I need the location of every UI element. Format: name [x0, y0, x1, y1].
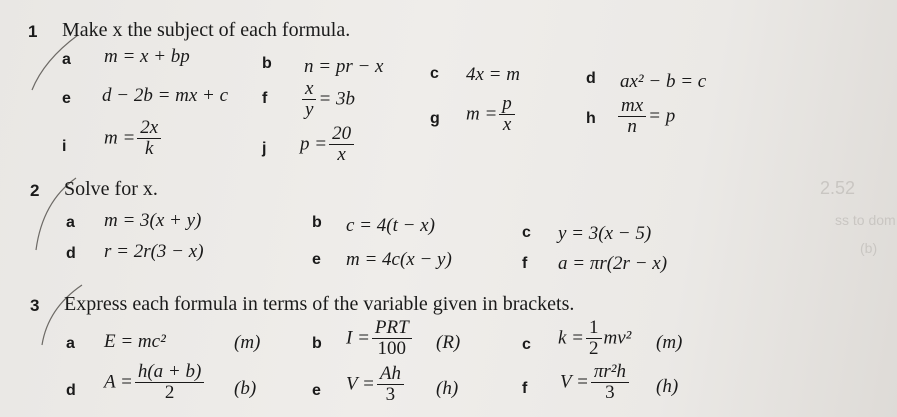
item-label: f — [522, 380, 528, 397]
fraction: $\frac{\text{πr²h}}{3}$ — [591, 362, 629, 404]
target-variable: (h) — [436, 378, 459, 399]
bleed-through-text: ss to dom — [835, 212, 896, 228]
question-heading: Express each formula in terms of the variable given in brackets. — [64, 293, 575, 315]
equation: n = pr − x — [304, 56, 384, 77]
equation: V = $\frac{Ah}{3}$ — [346, 364, 406, 406]
equation: m = $\frac{p}{x}$ — [466, 94, 517, 136]
equation: $\frac{x}{y}$ = 3b — [300, 79, 355, 121]
item-label: e — [312, 251, 321, 268]
equation: m = x + bp — [104, 46, 190, 67]
equation: A = $\frac{h(a + b)}{2}$ — [104, 362, 206, 404]
item-label: g — [430, 110, 440, 127]
fraction: $\frac{mx}{n}$ — [618, 96, 646, 138]
equation: I = $\frac{\text{PRT}}{100}$ — [346, 318, 414, 360]
item-label: f — [262, 90, 268, 107]
item-label: a — [66, 214, 75, 231]
equation: ax² − b = c — [620, 71, 707, 92]
equation: p = $\frac{20}{x}$ — [300, 124, 356, 166]
item-label: e — [62, 90, 71, 107]
item-label: c — [522, 224, 531, 241]
equation: $\frac{mx}{n}$ = p — [616, 96, 675, 138]
item-label: e — [312, 382, 321, 399]
equation: E = mc² — [104, 331, 166, 352]
question-heading: Solve for x. — [64, 178, 158, 200]
item-label: h — [586, 110, 596, 127]
item-label: c — [430, 65, 439, 82]
fraction: $\frac{h(a + b)}{2}$ — [135, 362, 204, 404]
target-variable: (m) — [234, 332, 261, 353]
bleed-through-text: 2.52 — [820, 178, 856, 198]
item-label: d — [66, 382, 76, 399]
equation: m = 4c(x − y) — [346, 249, 452, 270]
fraction: $\frac{Ah}{3}$ — [377, 364, 404, 406]
equation: d − 2b = mx + c — [102, 85, 229, 106]
fraction: $\frac{1}{2}$ — [586, 318, 602, 360]
item-label: a — [66, 335, 75, 352]
fraction: $\frac{x}{y}$ — [302, 79, 316, 121]
equation: a = πr(2r − x) — [558, 253, 668, 274]
question-number: 2 — [30, 181, 40, 200]
fraction: $\frac{p}{x}$ — [499, 94, 515, 136]
item-label: b — [312, 335, 322, 352]
equation: k = $\frac{1}{2}$ mv² — [558, 317, 632, 359]
bleed-through-text: (b) — [860, 240, 878, 256]
equation: c = 4(t − x) — [346, 215, 435, 236]
equation: m = 3(x + y) — [104, 210, 202, 231]
item-label: f — [522, 255, 528, 272]
equation: y = 3(x − 5) — [558, 223, 652, 244]
question-number: 1 — [28, 22, 38, 41]
equation: m = $\frac{2x}{k}$ — [104, 118, 163, 160]
equation: r = 2r(3 − x) — [104, 241, 204, 262]
item-label: j — [262, 140, 267, 157]
item-label: b — [312, 214, 322, 231]
fraction: $\frac{\text{PRT}}{100}$ — [372, 318, 412, 360]
fraction: $\frac{20}{x}$ — [329, 124, 354, 166]
item-label: d — [586, 70, 596, 87]
item-label: i — [62, 138, 67, 155]
target-variable: (h) — [656, 376, 679, 397]
equation: 4x = m — [466, 64, 520, 85]
target-variable: (b) — [234, 378, 257, 399]
item-label: c — [522, 336, 531, 353]
question-number: 3 — [30, 296, 40, 315]
target-variable: (R) — [436, 332, 461, 353]
item-label: b — [262, 55, 272, 72]
equation: V = $\frac{\text{πr²h}}{3}$ — [560, 362, 631, 404]
item-label: d — [66, 245, 76, 262]
question-heading: Make x the subject of each formula. — [62, 19, 351, 41]
target-variable: (m) — [656, 332, 683, 353]
fraction: $\frac{2x}{k}$ — [137, 118, 161, 160]
item-label: a — [62, 51, 71, 68]
